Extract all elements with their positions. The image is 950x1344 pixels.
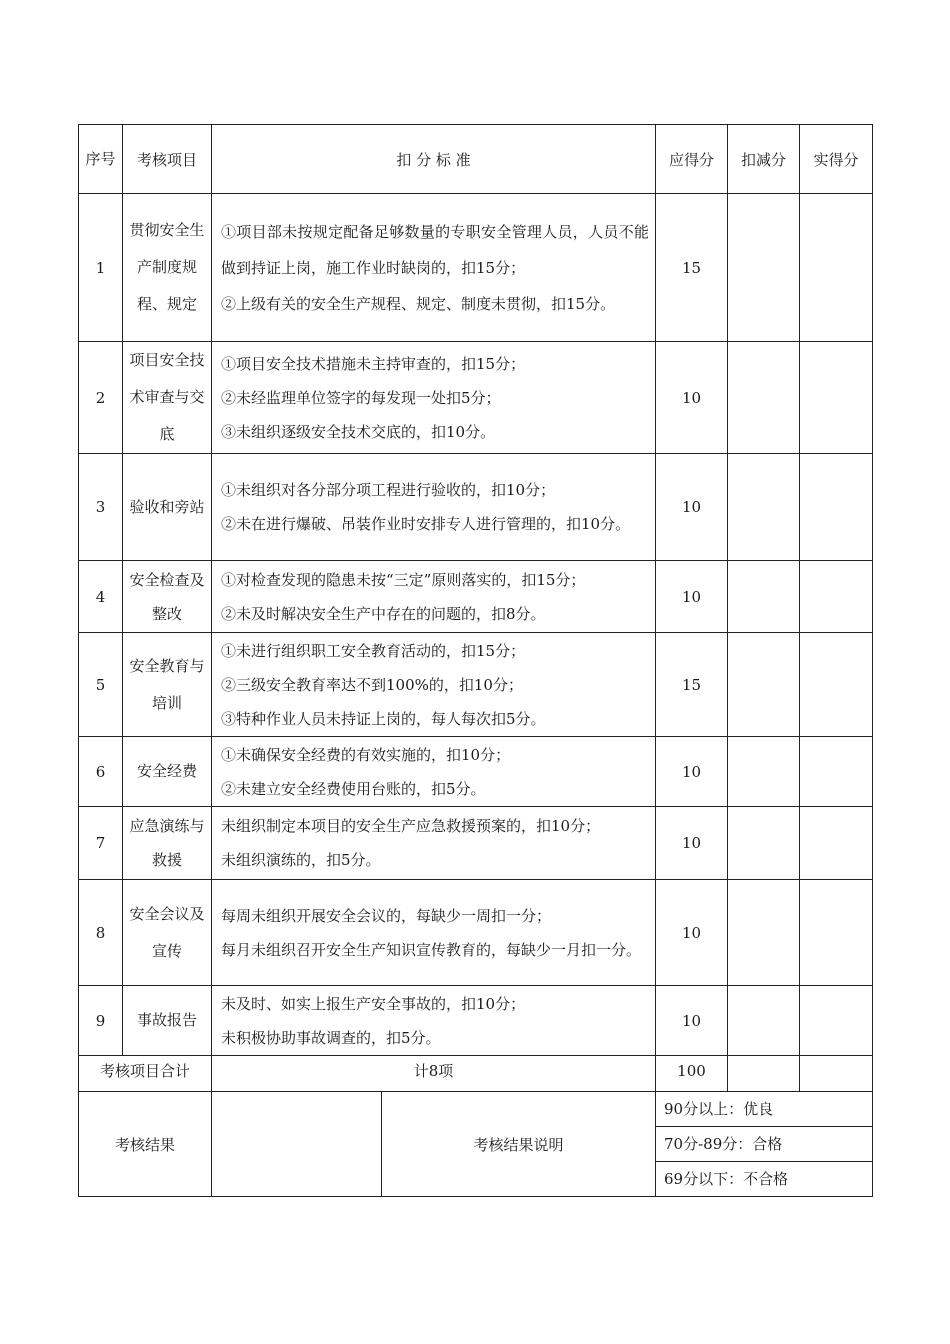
row-seq: 1	[79, 194, 123, 342]
row-seq: 2	[79, 342, 123, 454]
row-should-score: 15	[656, 633, 728, 737]
criterion-line: ①未进行组织职工安全教育活动的，扣15分；	[221, 641, 526, 660]
row-criteria	[212, 880, 656, 986]
total-count: 计8项	[212, 1056, 656, 1092]
row-item: 安全会议及宣传	[123, 880, 212, 986]
result-value[interactable]	[212, 1092, 382, 1197]
table-row	[79, 986, 873, 1056]
criterion-line: 未及时、如实上报生产安全事故的，扣10分；	[221, 994, 526, 1013]
row-criteria	[212, 807, 656, 880]
header-seq: 序号	[79, 125, 123, 194]
result-explain-label: 考核结果说明	[382, 1092, 656, 1197]
assessment-table	[78, 124, 873, 1197]
row-item: 事故报告	[123, 986, 212, 1056]
table-row	[79, 633, 873, 737]
row-criteria	[212, 561, 656, 633]
result-label: 考核结果	[79, 1092, 212, 1197]
table-row	[79, 880, 873, 986]
total-actual-score[interactable]	[800, 1056, 873, 1092]
row-deduct-score[interactable]	[728, 880, 800, 986]
row-item: 应急演练与救援	[123, 807, 212, 880]
row-should-score: 10	[656, 737, 728, 807]
criterion-line: ②未在进行爆破、吊装作业时安排专人进行管理的，扣10分。	[221, 515, 631, 533]
row-should-score: 10	[656, 342, 728, 454]
criterion-line: ①未确保安全经费的有效实施的，扣10分；	[221, 745, 511, 764]
criterion-line: ②未及时解决安全生产中存在的问题的，扣8分。	[221, 604, 546, 623]
row-actual-score[interactable]	[800, 880, 873, 986]
total-score: 100	[656, 1056, 728, 1092]
row-actual-score[interactable]	[800, 342, 873, 454]
criterion-line: ②上级有关的安全生产规程、规定、制度未贯彻，扣15分。	[221, 294, 616, 313]
row-item: 贯彻安全生产制度规程、规定	[123, 194, 212, 342]
row-actual-score[interactable]	[800, 633, 873, 737]
total-label: 考核项目合计	[79, 1056, 212, 1092]
row-deduct-score[interactable]	[728, 633, 800, 737]
row-item: 安全经费	[123, 737, 212, 807]
table-row	[79, 561, 873, 633]
header-should-score: 应得分	[656, 125, 728, 194]
grade-fail: 69分以下：不合格	[656, 1162, 873, 1197]
row-seq: 4	[79, 561, 123, 633]
row-seq: 3	[79, 454, 123, 561]
row-actual-score[interactable]	[800, 561, 873, 633]
row-actual-score[interactable]	[800, 194, 873, 342]
criterion-line: ②未建立安全经费使用台账的，扣5分。	[221, 779, 486, 798]
row-deduct-score[interactable]	[728, 561, 800, 633]
row-seq: 5	[79, 633, 123, 737]
criterion-line: ②三级安全教育率达不到100%的，扣10分；	[221, 675, 523, 694]
row-actual-score[interactable]	[800, 807, 873, 880]
criterion-line: 每周未组织开展安全会议的，每缺少一周扣一分；	[221, 906, 552, 925]
criterion-line: ②未经监理单位签字的每发现一处扣5分；	[221, 388, 501, 407]
table-row	[79, 454, 873, 561]
row-seq: 7	[79, 807, 123, 880]
criterion-line: ③特种作业人员未持证上岗的，每人每次扣5分。	[221, 709, 546, 728]
grade-excellent: 90分以上：优良	[656, 1092, 873, 1127]
header-actual-score: 实得分	[800, 125, 873, 194]
row-deduct-score[interactable]	[728, 737, 800, 807]
criterion-line: 每月未组织召开安全生产知识宣传教育的，每缺少一月扣一分。	[221, 940, 642, 959]
table-row	[79, 807, 873, 880]
row-should-score: 15	[656, 194, 728, 342]
criterion-line: ①项目部未按规定配备足够数量的专职安全管理人员，人员不能做到持证上岗，施工作业时缺岗的，扣15分；	[221, 222, 649, 277]
criterion-line: ③未组织逐级安全技术交底的，扣10分。	[221, 422, 496, 441]
criterion-line: 未组织演练的，扣5分。	[221, 851, 381, 869]
row-deduct-score[interactable]	[728, 342, 800, 454]
criterion-line: ①未组织对各分部分项工程进行验收的，扣10分；	[221, 481, 556, 499]
row-actual-score[interactable]	[800, 986, 873, 1056]
row-criteria	[212, 342, 656, 454]
row-actual-score[interactable]	[800, 454, 873, 561]
header-row	[79, 125, 873, 194]
row-seq: 8	[79, 880, 123, 986]
result-row	[79, 1092, 873, 1127]
criterion-line: ①对检查发现的隐患未按“三定”原则落实的，扣15分；	[221, 570, 586, 589]
row-deduct-score[interactable]	[728, 194, 800, 342]
row-criteria	[212, 454, 656, 561]
row-criteria	[212, 633, 656, 737]
row-should-score: 10	[656, 807, 728, 880]
row-criteria	[212, 737, 656, 807]
table-row	[79, 342, 873, 454]
criterion-line: 未组织制定本项目的安全生产应急救援预案的，扣10分；	[221, 817, 601, 835]
row-should-score: 10	[656, 986, 728, 1056]
row-seq: 6	[79, 737, 123, 807]
row-item: 安全教育与培训	[123, 633, 212, 737]
row-deduct-score[interactable]	[728, 986, 800, 1056]
row-item: 项目安全技术审查与交底	[123, 342, 212, 454]
criterion-line: 未积极协助事故调查的，扣5分。	[221, 1028, 441, 1047]
header-standard: 扣 分 标 准	[212, 125, 656, 194]
row-should-score: 10	[656, 880, 728, 986]
row-deduct-score[interactable]	[728, 807, 800, 880]
row-seq: 9	[79, 986, 123, 1056]
total-deduct-score[interactable]	[728, 1056, 800, 1092]
row-item: 验收和旁站	[123, 454, 212, 561]
row-criteria	[212, 194, 656, 342]
row-should-score: 10	[656, 561, 728, 633]
table-row	[79, 737, 873, 807]
total-row	[79, 1056, 873, 1092]
criterion-line: ①项目安全技术措施未主持审查的，扣15分；	[221, 354, 526, 373]
row-actual-score[interactable]	[800, 737, 873, 807]
table-row	[79, 194, 873, 342]
row-criteria	[212, 986, 656, 1056]
row-deduct-score[interactable]	[728, 454, 800, 561]
header-item: 考核项目	[123, 125, 212, 194]
grade-pass: 70分-89分：合格	[656, 1127, 873, 1162]
row-item: 安全检查及整改	[123, 561, 212, 633]
header-deduct-score: 扣减分	[728, 125, 800, 194]
row-should-score: 10	[656, 454, 728, 561]
